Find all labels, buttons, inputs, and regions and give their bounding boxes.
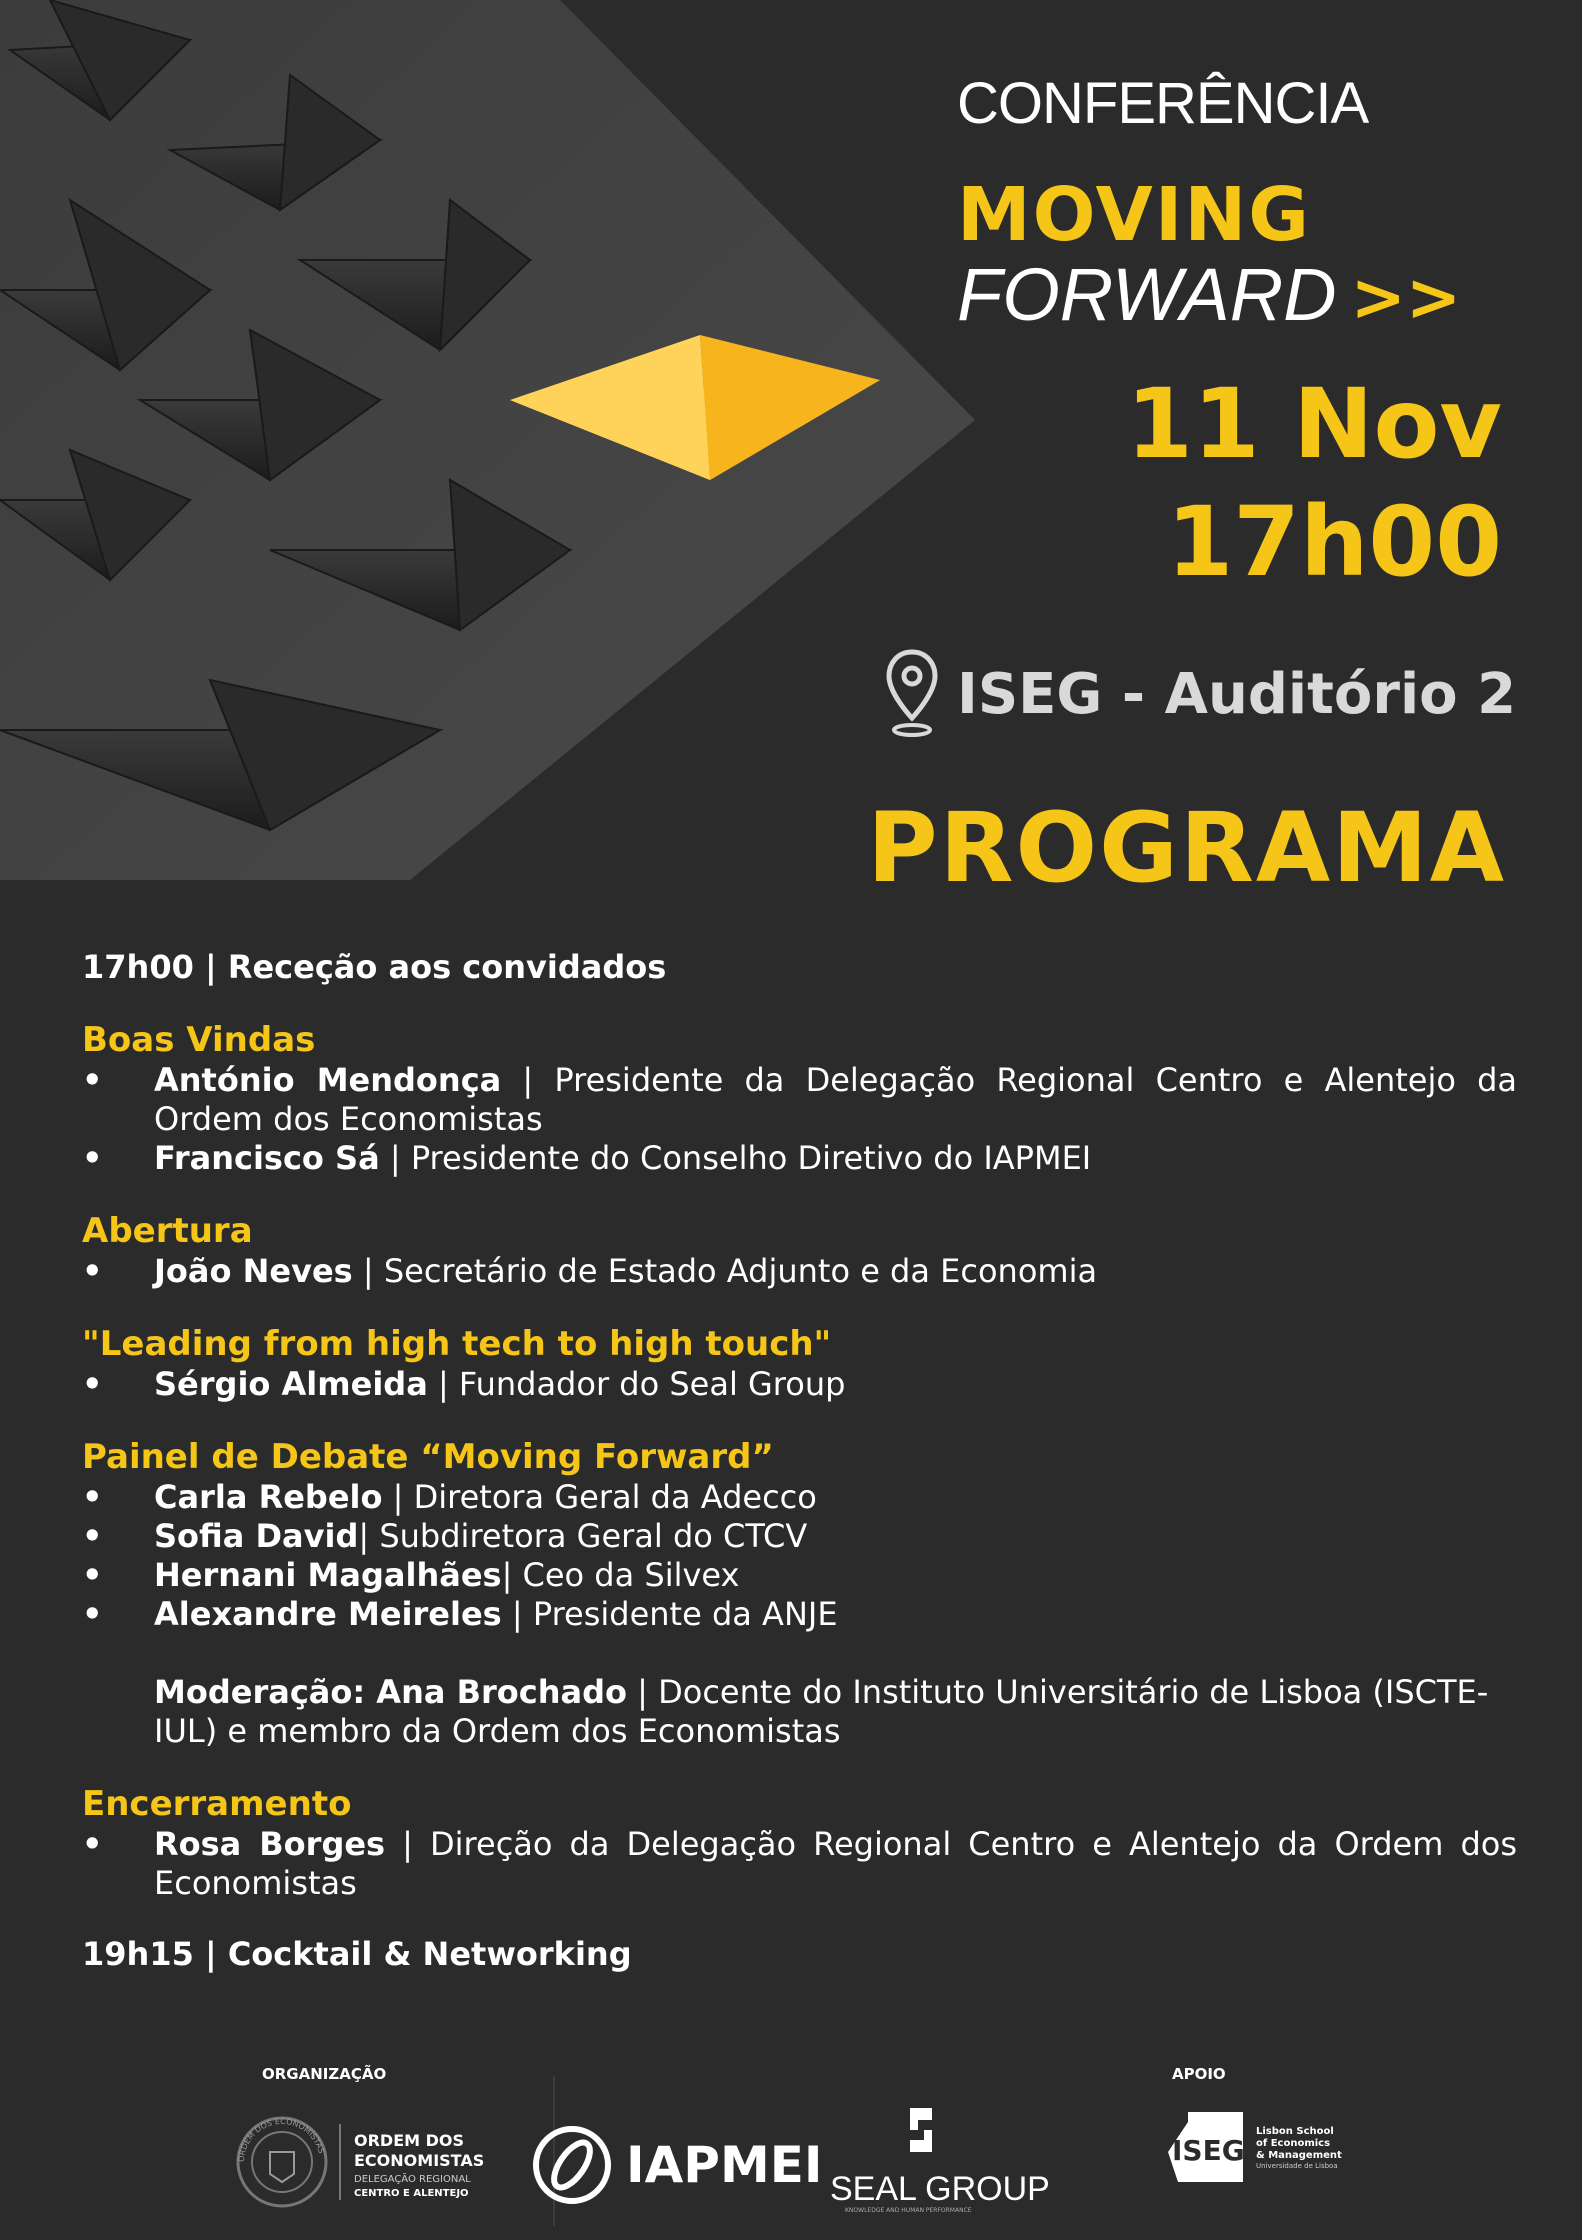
cocktail-text: Cocktail & Networking bbox=[227, 1935, 632, 1973]
speaker-name: Sérgio Almeida bbox=[154, 1365, 428, 1403]
list-item: • António Mendonça | Presidente da Delegação Regional Centro e Alentejo da Ordem dos Economistas bbox=[82, 1061, 1518, 1138]
speaker-name: António Mendonça bbox=[154, 1061, 502, 1099]
abertura-list bbox=[82, 1252, 1517, 1291]
svg-text:SEAL GROUP: SEAL GROUP bbox=[830, 2170, 1050, 2208]
speaker-role: Presidente da ANJE bbox=[532, 1595, 838, 1633]
speaker-name: João Neves bbox=[154, 1252, 353, 1290]
moderator-name: Moderação: Ana Brochado bbox=[154, 1673, 627, 1711]
speaker-role: Presidente da Delegação Regional Centro e Alentejo da Ordem dos Economistas bbox=[154, 1061, 1518, 1138]
list-item: • João Neves | Secretário de Estado Adjunto e da Economia bbox=[82, 1252, 1098, 1290]
speaker-role: Presidente do Conselho Diretivo do IAPMEI bbox=[410, 1139, 1092, 1177]
separator: | bbox=[382, 1478, 414, 1516]
iapmei-logo bbox=[530, 2120, 823, 2210]
moderator-role: Docente do Instituto Universitário de Lisboa (ISCTE-IUL) e membro da Ordem dos Economistas bbox=[154, 1673, 1489, 1750]
separator: | bbox=[352, 1252, 384, 1290]
svg-text:CENTRO E ALENTEJO: CENTRO E ALENTEJO bbox=[354, 2188, 469, 2199]
speaker-name: Rosa Borges bbox=[154, 1825, 386, 1863]
list-item: • Carla Rebelo | Diretora Geral da Adecco bbox=[82, 1478, 817, 1516]
section-abertura: Abertura bbox=[82, 1211, 253, 1251]
event-date: 11 Nov bbox=[1126, 368, 1502, 480]
footer-logos bbox=[0, 2050, 1582, 2240]
cocktail-time: 19h15 bbox=[82, 1935, 194, 1973]
svg-text:Universidade de Lisboa: Universidade de Lisboa bbox=[1256, 2162, 1338, 2170]
svg-text:& Management: & Management bbox=[1256, 2150, 1342, 2161]
separator: | bbox=[193, 1935, 228, 1973]
svg-text:ECONOMISTAS: ECONOMISTAS bbox=[354, 2151, 485, 2170]
moderation-line bbox=[82, 1673, 1517, 1751]
section-painel: Painel de Debate “Moving Forward” bbox=[82, 1437, 774, 1477]
paper-boats-illustration bbox=[0, 0, 980, 880]
location-pin-icon bbox=[885, 648, 939, 740]
svg-text:DELEGAÇÃO REGIONAL: DELEGAÇÃO REGIONAL bbox=[354, 2174, 471, 2185]
iseg-logo bbox=[1168, 2112, 1348, 2202]
event-header bbox=[862, 70, 1502, 601]
boas-vindas-list bbox=[82, 1061, 1517, 1178]
separator: | bbox=[501, 1595, 533, 1633]
list-item: • Sérgio Almeida | Fundador do Seal Group bbox=[82, 1365, 846, 1403]
organizacao-label: ORGANIZAÇÃO bbox=[262, 2065, 387, 2083]
cocktail-line bbox=[82, 1935, 1517, 1974]
speaker-name: Francisco Sá bbox=[154, 1139, 380, 1177]
programa-heading: PROGRAMA bbox=[867, 792, 1506, 904]
speaker-role: Secretário de Estado Adjunto e da Economia bbox=[383, 1252, 1098, 1290]
speaker-name: Sofia David bbox=[154, 1517, 359, 1555]
title-moving: MOVING bbox=[957, 172, 1312, 258]
apoio-label: APOIO bbox=[1172, 2065, 1226, 2083]
section-boas-vindas: Boas Vindas bbox=[82, 1020, 316, 1060]
list-item: • Francisco Sá | Presidente do Conselho Diretivo do IAPMEI bbox=[82, 1139, 1092, 1177]
speaker-role: Diretora Geral da Adecco bbox=[413, 1478, 817, 1516]
speaker-name: Carla Rebelo bbox=[154, 1478, 383, 1516]
encerramento-list bbox=[82, 1825, 1517, 1903]
painel-list bbox=[82, 1478, 1517, 1634]
speaker-role: Direção da Delegação Regional Centro e Alentejo da Ordem dos Economistas bbox=[154, 1825, 1518, 1902]
svg-text:of Economics: of Economics bbox=[1256, 2138, 1331, 2149]
separator: | bbox=[427, 1365, 459, 1403]
svg-text:IAPMEI: IAPMEI bbox=[626, 2136, 823, 2194]
speaker-name: Alexandre Meireles bbox=[154, 1595, 502, 1633]
event-time: 17h00 bbox=[1166, 486, 1502, 598]
separator: | bbox=[501, 1061, 555, 1099]
separator: | bbox=[379, 1139, 411, 1177]
title-forward-row bbox=[957, 255, 1502, 355]
list-item: • Sofia David| Subdiretora Geral do CTCV bbox=[82, 1517, 808, 1555]
seal-group-logo bbox=[825, 2102, 1050, 2217]
separator: | bbox=[626, 1673, 659, 1711]
speaker-role: Subdiretora Geral do CTCV bbox=[379, 1517, 808, 1555]
separator: | bbox=[385, 1825, 431, 1863]
venue bbox=[885, 648, 1516, 740]
list-item: • Hernani Magalhães| Ceo da Silvex bbox=[82, 1556, 740, 1594]
venue-text: ISEG - Auditório 2 bbox=[957, 661, 1517, 727]
program-content bbox=[82, 948, 1517, 1974]
separator: | bbox=[501, 1556, 523, 1594]
section-encerramento: Encerramento bbox=[82, 1784, 352, 1824]
conference-label: CONFERÊNCIA bbox=[957, 71, 1369, 136]
separator: | bbox=[193, 948, 228, 986]
speaker-role: Fundador do Seal Group bbox=[458, 1365, 846, 1403]
double-arrow-icon: >> bbox=[1350, 259, 1462, 336]
section-leading: "Leading from high tech to high touch" bbox=[82, 1324, 832, 1364]
separator: | bbox=[358, 1517, 380, 1555]
speaker-name: Hernani Magalhães bbox=[154, 1556, 502, 1594]
leading-list bbox=[82, 1365, 1517, 1404]
reception-text: Receção aos convidados bbox=[227, 948, 667, 986]
svg-text:Lisbon School: Lisbon School bbox=[1256, 2126, 1334, 2137]
list-item: • Rosa Borges | Direção da Delegação Regional Centro e Alentejo da Ordem dos Economistas bbox=[82, 1825, 1518, 1902]
reception-line bbox=[82, 948, 1517, 987]
svg-text:ORDEM DOS ECONOMISTAS: ORDEM DOS ECONOMISTAS bbox=[236, 2116, 326, 2163]
list-item: • Alexandre Meireles | Presidente da ANJE bbox=[82, 1595, 838, 1633]
speaker-role: Ceo da Silvex bbox=[522, 1556, 740, 1594]
title-forward: FORWARD bbox=[957, 253, 1337, 336]
svg-text:KNOWLEDGE AND HUMAN PERFORMANC: KNOWLEDGE AND HUMAN PERFORMANCE bbox=[845, 2207, 972, 2214]
ordem-economistas-logo bbox=[232, 2112, 512, 2212]
svg-text:ORDEM DOS: ORDEM DOS bbox=[354, 2131, 465, 2150]
reception-time: 17h00 bbox=[82, 948, 194, 986]
svg-text:ISEG: ISEG bbox=[1172, 2134, 1245, 2167]
